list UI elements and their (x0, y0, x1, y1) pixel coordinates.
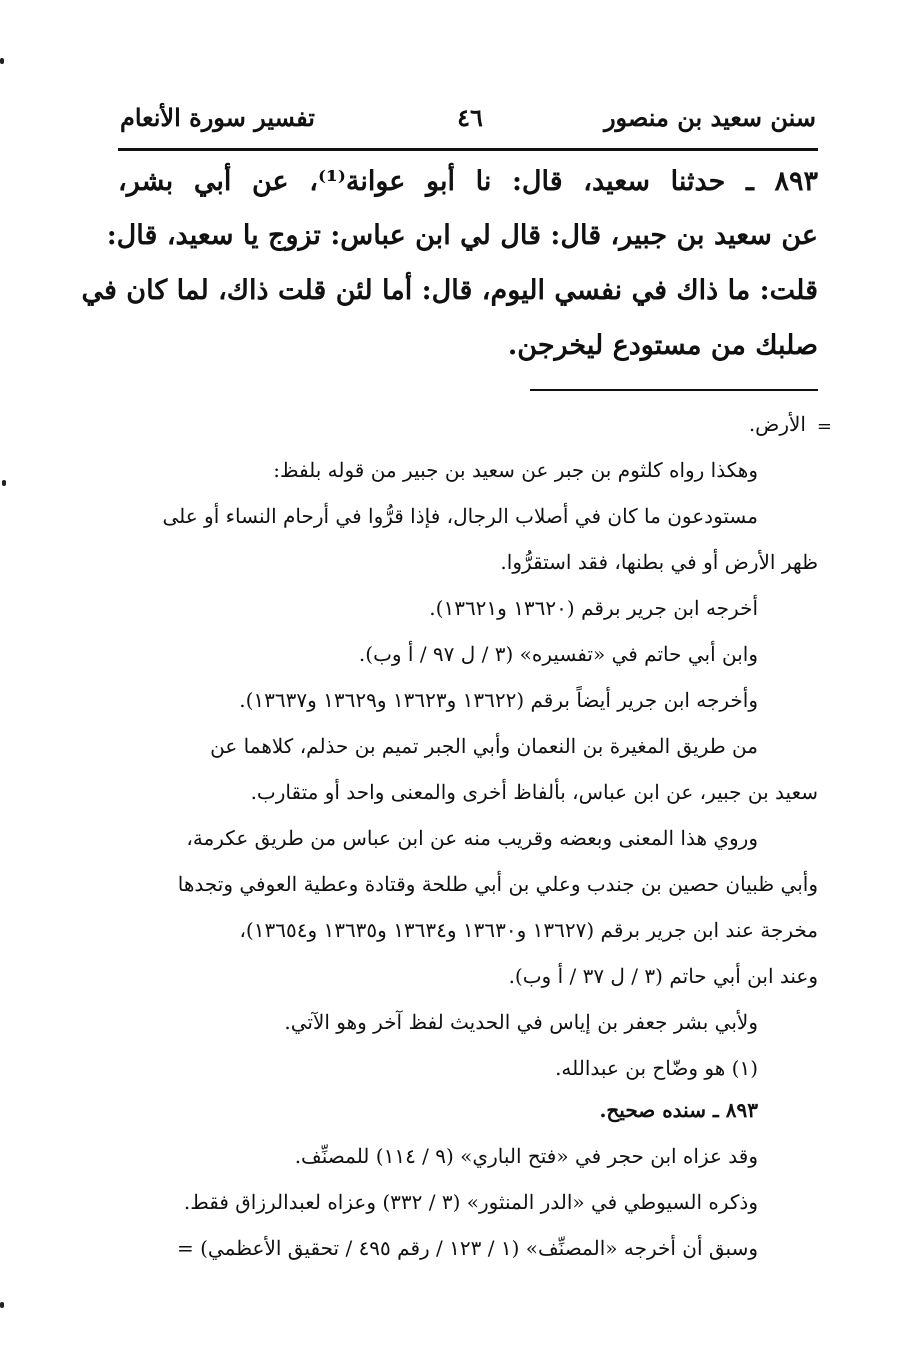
footnote-line: وذكره السيوطي في «الدر المنثور» (٣ / ٣٣٢) وعزاه لعبدالرزاق فقط. (183, 1190, 758, 1214)
header-rule (118, 148, 818, 151)
footnote-line: وأخرجه ابن جرير أيضاً برقم (١٣٦٢٢ و١٣٦٢٣ و١٣٦٢٩ و١٣٦٣٧). (239, 688, 758, 712)
scan-speck (0, 58, 4, 64)
page-number: ٤٦ (457, 103, 483, 132)
footnote-line: أخرجه ابن جرير برقم (١٣٦٢٠ و١٣٦٢١). (429, 596, 758, 620)
footnote-line: مستودعون ما كان في أصلاب الرجال، فإذا قرُّوا في أرحام النساء أو على (162, 504, 758, 528)
book-title: سنن سعيد بن منصور (603, 103, 816, 132)
hadith-line-2: عن سعيد بن جبير، قال: قال لي ابن عباس: تزوج يا سعيد، قال: (106, 220, 818, 251)
footnote-line: وسبق أن أخرجه «المصنِّف» (١ / ١٢٣ / رقم ٤٩٥ / تحقيق الأعظمي) = (176, 1236, 758, 1260)
footnote-line: وروي هذا المعنى وبعضه وقريب منه عن ابن عباس من طريق عكرمة، (186, 826, 758, 850)
footnote-line: من طريق المغيرة بن النعمان وأبي الجبر تميم بن حذلم، كلاهما عن (210, 734, 758, 758)
footnote-line: ولأبي بشر جعفر بن إياس في الحديث لفظ آخر وهو الآتي. (284, 1010, 758, 1034)
footnote-line: وأبي ظبيان حصين بن جندب وعلي بن أبي طلحة وقتادة وعطية العوفي وتجدها (177, 872, 818, 896)
footnote-line: سعيد بن جبير، عن ابن عباس، بألفاظ أخرى والمعنى واحد أو متقارب. (250, 780, 818, 804)
footnote-line: وهكذا رواه كلثوم بن جبر عن سعيد بن جبير من قوله بلفظ: (273, 458, 758, 482)
footnote-line: الأرض. (748, 412, 806, 436)
scan-speck (0, 1302, 4, 1308)
footnote-separator (530, 389, 818, 391)
hadith-line-3: قلت: ما ذاك في نفسي اليوم، قال: أما لئن قلت ذاك، لما كان في (81, 275, 818, 306)
scan-speck (2, 480, 6, 486)
footnote-hadith-ref: ٨٩٣ ـ سنده صحيح. (599, 1098, 758, 1122)
footnote-line: وقد عزاه ابن حجر في «فتح الباري» (٩ / ١١٤) للمصنِّف. (294, 1144, 758, 1168)
footnote-number-1: (١) هو وضّاح بن عبدالله. (555, 1056, 758, 1080)
section-title: تفسير سورة الأنعام (120, 103, 315, 132)
footnote-line: مخرجة عند ابن جرير برقم (١٣٦٢٧ و١٣٦٣٠ و١٣٦٣٤ و١٣٦٣٥ و١٣٦٥٤)، (239, 918, 818, 942)
continuation-mark: = (816, 416, 832, 437)
footnote-line: وعند ابن أبي حاتم (٣ / ل ٣٧ / أ وب). (508, 964, 818, 988)
hadith-line-4: صلبك من مستودع ليخرجن. (507, 330, 818, 361)
hadith-line-1: ٨٩٣ ـ حدثنا سعيد، قال: نا أبو عوانة⁽¹⁾، عن أبي بشر، (118, 166, 818, 197)
footnote-line: وابن أبي حاتم في «تفسيره» (٣ / ل ٩٧ / أ وب). (358, 642, 758, 666)
footnote-line: ظهر الأرض أو في بطنها، فقد استقرُّوا. (500, 550, 818, 574)
